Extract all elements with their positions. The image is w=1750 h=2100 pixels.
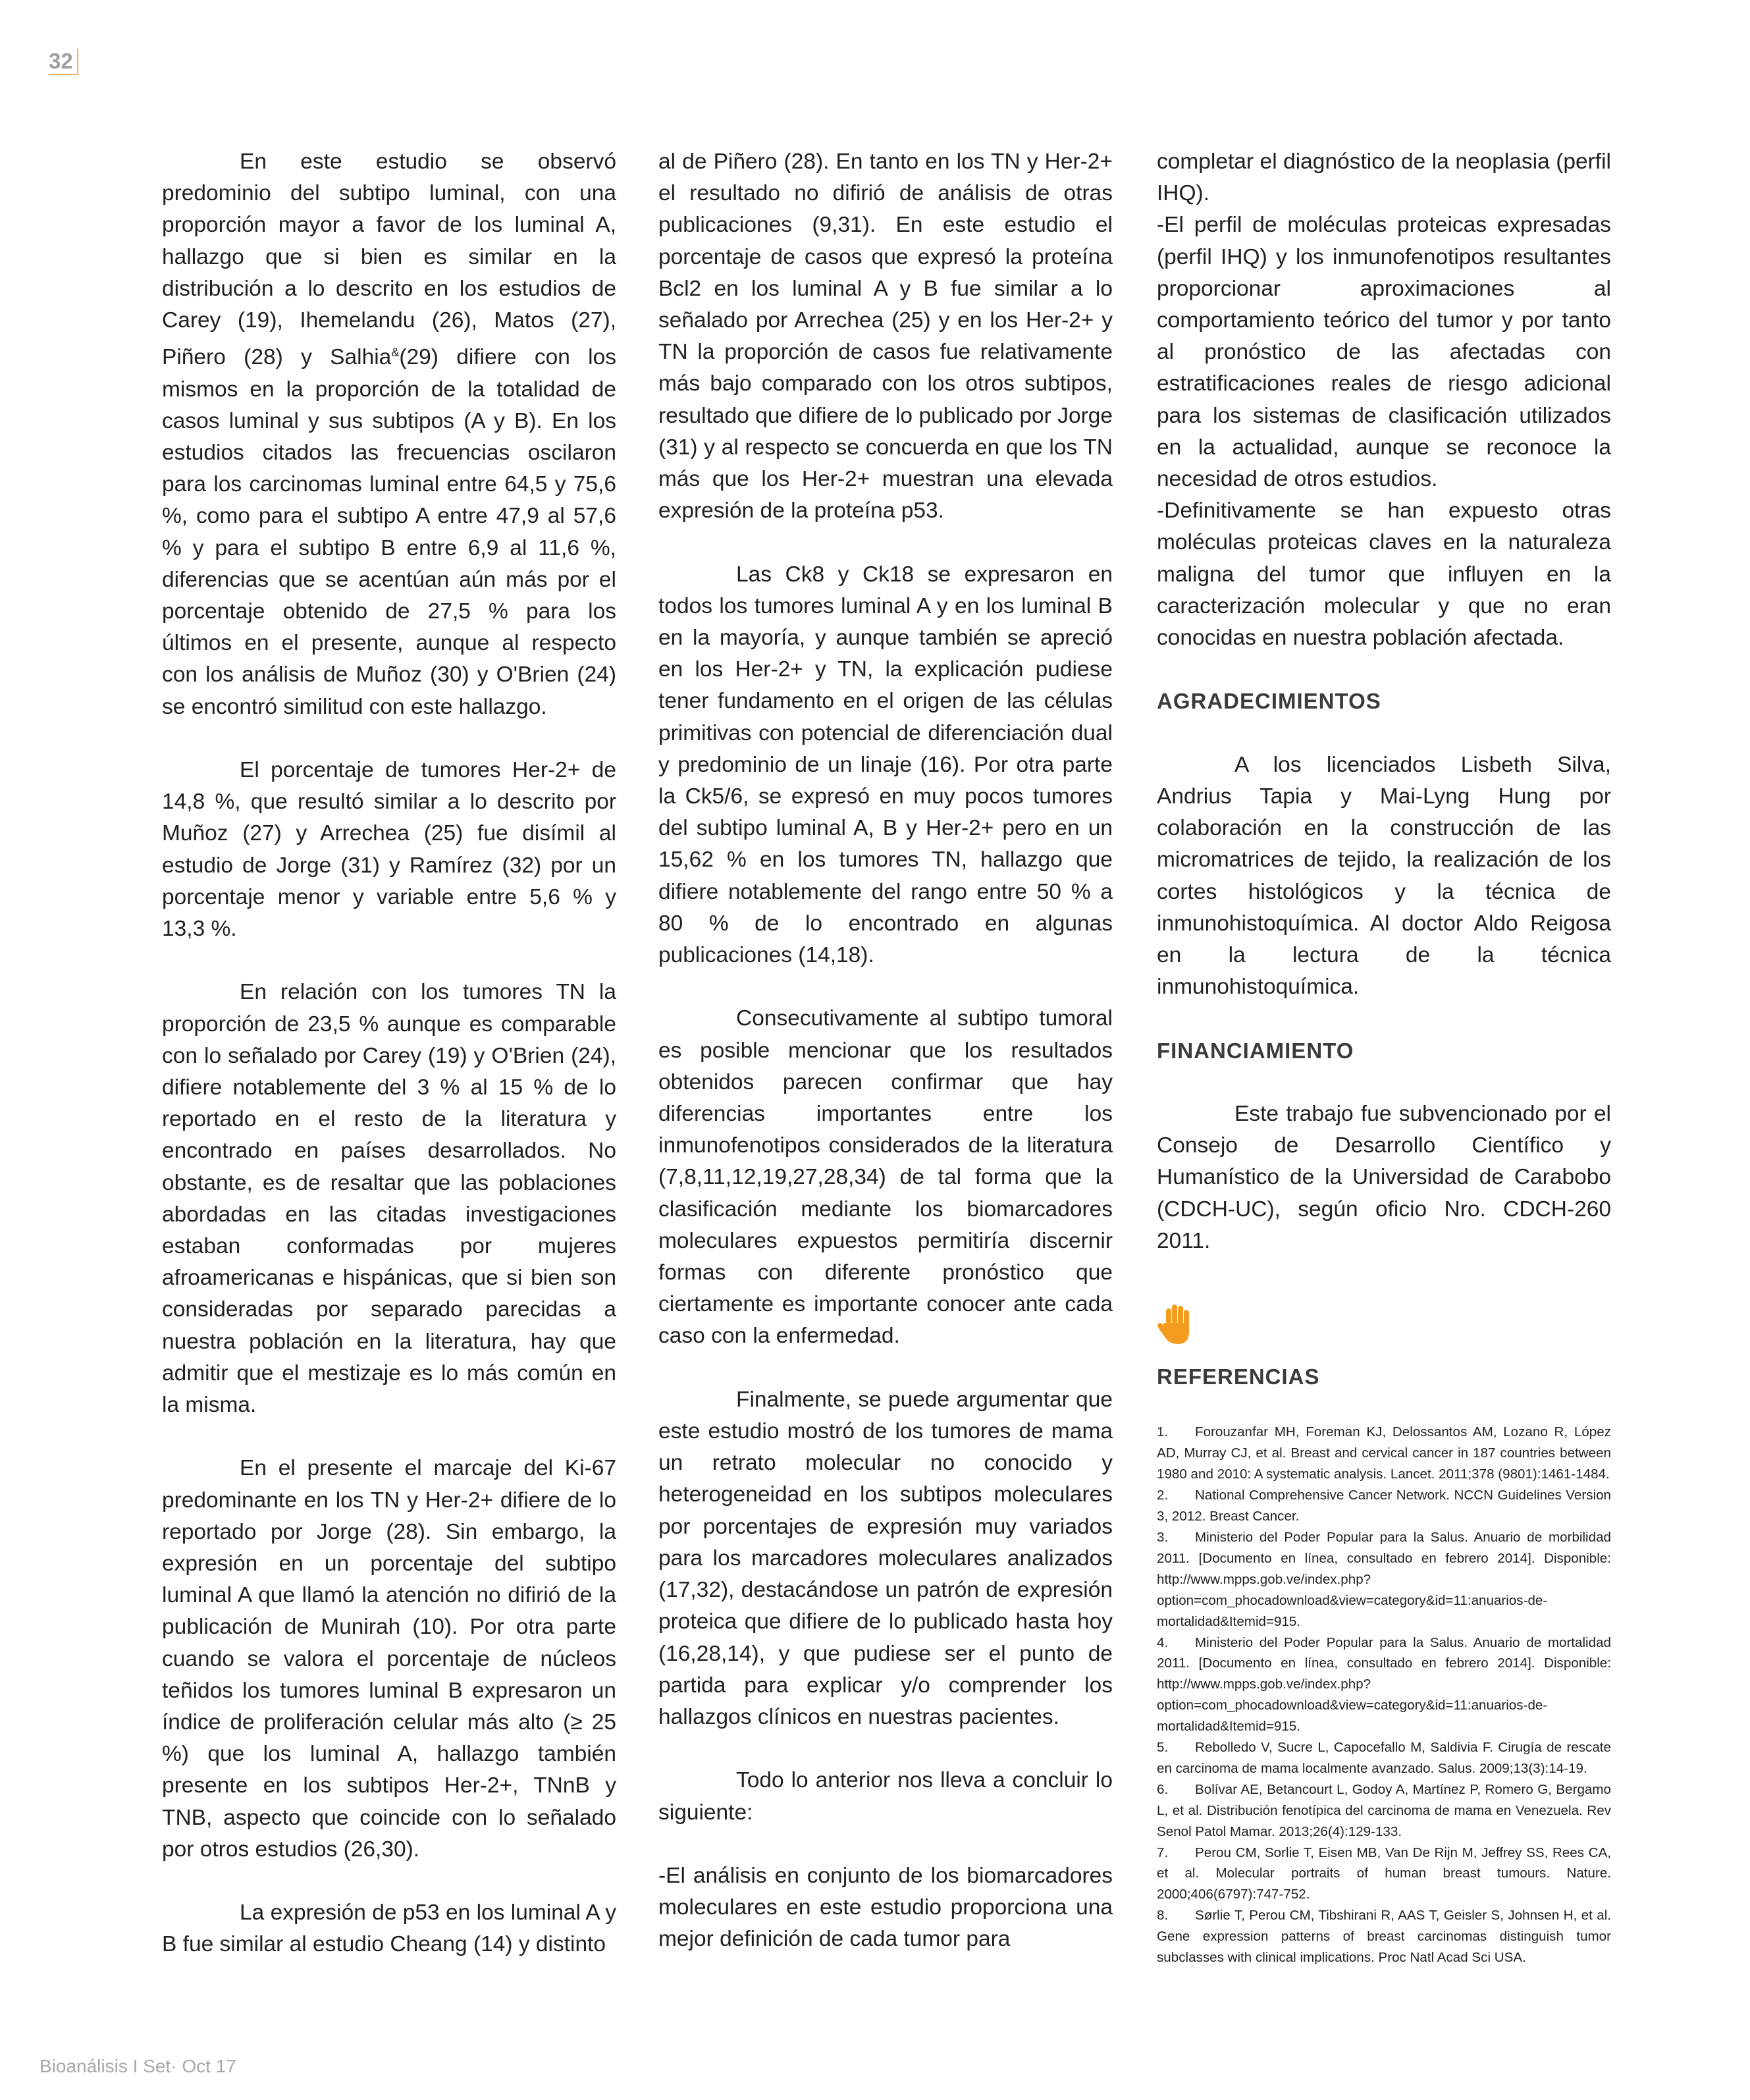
reference-text: Sørlie T, Perou CM, Tibshirani R, AAS T, Geisler S, Johnsen H, et al. Gene expression patterns of breast carcinomas distinguish tumor subclasses with clinical implications. Proc Natl Acad Sci USA. <box>1157 1908 1611 1966</box>
references-list <box>1157 1422 1611 1968</box>
paragraph: El porcentaje de tumores Her-2+ de 14,8 %, que resultó similar a lo descrito por Muñoz (27) y Arrechea (25) fue disímil al estudio de Jorge (31) y Ramírez (32) por un porcentaje menor y variable entre 5,6 % y 13,3 %. <box>162 758 616 942</box>
paragraph <box>162 146 616 723</box>
paragraph: A los licenciados Lisbeth Silva, Andrius Tapia y Mai-Lyng Hung por colaboración en la construcción de las micromatrices de tejido, la realización de los cortes histológicos y la técnica de inmunohistoquímica. Al doctor Aldo Reigosa en la lectura de la técnica inmunohistoquímica. <box>1157 752 1611 1000</box>
reference-number: 1. <box>1157 1424 1169 1440</box>
paragraph: -El perfil de moléculas proteicas expresadas (perfil IHQ) y los inmunofenotipos resultantes proporcionar aproximaciones al comportamiento teórico del tumor y por tanto al pronóstico de las afectadas con estratificaciones reales de riesgo adicional para los sistemas de clasificación utilizados en la actualidad, aunque se reconoce la necesidad de otros estudios. <box>1157 213 1611 492</box>
section-title-referencias: REFERENCIAS <box>1157 1364 1320 1389</box>
paragraph-text: En este estudio se observó predominio del subtipo luminal, con una proporción mayor a favor de los luminal A, hallazgo que si bien es similar en la distribución a lo descrito en los estudios de Carey (19), Ihemelandu (26), Matos (27), Piñero (28) y Salhia <box>162 149 616 370</box>
section-title-agradecimientos: AGRADECIMIENTOS <box>1157 689 1381 714</box>
reference-text: Perou CM, Sorlie T, Eisen MB, Van De Rijn M, Jeffrey SS, Rees CA, et al. Molecular portraits of human breast tumours. Nature. 2000;406(6797):747-752. <box>1157 1844 1611 1902</box>
reference-text: Bolívar AE, Betancourt L, Godoy A, Martínez P, Romero G, Bergamo L, et al. Distribución fenotípica del carcinoma de mama en Venezuela. Rev Senol Patol Mamar. 2013;26(4):129-133. <box>1157 1781 1611 1839</box>
reference-text: Ministerio del Poder Popular para la Salus. Anuario de morbilidad 2011. [Documento en línea, consultado en febrero 2014]. Disponible: http://www.mpps.gob.ve/index.php?option=com_phocadownload&view=category&id=11:anuarios-de-mortalidad&Itemid=915. <box>1157 1529 1611 1629</box>
page-number: 32 <box>49 49 78 75</box>
reference-item <box>1157 1905 1611 1968</box>
reference-number: 4. <box>1157 1634 1169 1650</box>
reference-number: 3. <box>1157 1529 1169 1545</box>
reference-item <box>1157 1737 1611 1779</box>
paragraph: completar el diagnóstico de la neoplasia (perfil IHQ). <box>1157 149 1611 206</box>
reference-text: Ministerio del Poder Popular para la Salus. Anuario de mortalidad 2011. [Documento en línea, consultado en febrero 2014]. Disponible: http://www.mpps.gob.ve/index.php?option=com_phocadownload&view=category&id=11:anuarios-de-mortalidad&Itemid=915. <box>1157 1634 1611 1735</box>
column-2 <box>658 146 1113 1956</box>
column-3 <box>1157 146 1611 1968</box>
paragraph: Las Ck8 y Ck18 se expresaron en todos los tumores luminal A y en los luminal B en la mayoría, y aunque también se apreció en los Her-2+ y TN, la explicación pudiese tener fundamento en el origen de las células primitivas con potencial de diferenciación dual y predominio de un linaje (16). Por otra parte la Ck5/6, se expresó en muy pocos tumores del subtipo luminal A, B y Her-2+ pero en un 15,62 % en los tumores TN, hallazgo que difiere notablemente del rango entre 50 % a 80 % de lo encontrado en algunas publicaciones (14,18). <box>658 562 1113 968</box>
reference-number: 7. <box>1157 1844 1169 1860</box>
paragraph: Consecutivamente al subtipo tumoral es posible mencionar que los resultados obtenidos parecen confirmar que hay diferencias importantes entre los inmunofenotipos considerados de la literatura (7,8,11,12,19,27,28,34) de tal forma que la clasificación mediante los biomarcadores moleculares expuestos permitiría discernir formas con diferente pronóstico que ciertamente es importante conocer ante cada caso con la enfermedad. <box>658 1006 1113 1349</box>
reference-item <box>1157 1527 1611 1632</box>
paragraph: al de Piñero (28). En tanto en los TN y Her-2+ el resultado no difirió de análisis de otras publicaciones (9,31). En este estudio el porcentaje de casos que expresó la proteína Bcl2 en los luminal A y B fue similar a lo señalado por Arrechea (25) y en los Her-2+ y TN la proporción de casos fue relativamente más bajo comparado con los otros subtipos, resultado que difiere de lo publicado por Jorge (31) y al respecto se concuerda en que los TN más que los Her-2+ muestran una elevada expresión de la proteína p53. <box>658 149 1113 524</box>
superscript: & <box>391 346 400 360</box>
reference-item <box>1157 1779 1611 1843</box>
paragraph: Todo lo anterior nos lleva a concluir lo siguiente: <box>658 1768 1113 1825</box>
reference-number: 6. <box>1157 1781 1169 1797</box>
footer: Bioanálisis I Set· Oct 17 <box>40 2056 236 2076</box>
paragraph: En el presente el marcaje del Ki-67 predominante en los TN y Her-2+ difiere de lo reportado por Jorge (28). Sin embargo, la expresión en un porcentaje del subtipo luminal A que llamó la atención no difirió de la publicación de Munirah (10). Por otra parte cuando se valora el porcentaje de núcleos teñidos los tumores luminal B expresaron un índice de proliferación celular más alto (≥ 25 %) que los luminal A, hallazgo también presente en los subtipos Her-2+, TNnB y TNB, aspecto que coincide con lo señalado por otros estudios (26,30). <box>162 1456 616 1862</box>
reference-number: 8. <box>1157 1908 1169 1924</box>
paragraph: -Definitivamente se han expuesto otras moléculas proteicas claves en la naturaleza maligna del tumor que influyen en la caracterización molecular y que no eran conocidas en nuestra población afectada. <box>1157 498 1611 651</box>
paragraph: Este trabajo fue subvencionado por el Consejo de Desarrollo Científico y Humanístico de la Universidad de Carabobo (CDCH-UC), según oficio Nro. CDCH-260 2011. <box>1157 1102 1611 1253</box>
reference-item <box>1157 1485 1611 1527</box>
paragraph: Finalmente, se puede argumentar que este estudio mostró de los tumores de mama un retrato molecular no conocido y heterogeneidad en los subtipos moleculares por porcentajes de expresión muy variados para los marcadores moleculares analizados (17,32), destacándose un patrón de expresión proteica que difiere de lo publicado hasta hoy (16,28,14), y que pudiese ser el punto de partida para explicar y/o comprender los hallazgos clínicos en nuestras pacientes. <box>658 1387 1113 1729</box>
reference-text: National Comprehensive Cancer Network. NCCN Guidelines Version 3, 2012. Breast Cancer. <box>1157 1488 1611 1524</box>
paragraph: -El análisis en conjunto de los biomarcadores moleculares en este estudio proporciona una mejor definición de cada tumor para <box>658 1863 1113 1952</box>
paragraph-text: (29) difiere con los mismos en la proporción de la totalidad de casos luminal y sus subtipos (A y B). En los estudios citados las frecuencias oscilaron para los carcinomas luminal entre 64,5 y 75,6 %, como para el subtipo A entre 47,9 al 57,6 % y para el subtipo B entre 6,9 al 11,6 %, diferencias que se acentúan aún más por el porcentaje obtenido de 27,5 % para los últimos en el presente, aunque al respecto con los análisis de Muñoz (30) y O'Brien (24) se encontró similitud con este hallazgo. <box>162 345 616 719</box>
reference-item <box>1157 1843 1611 1906</box>
reference-number: 2. <box>1157 1488 1169 1503</box>
paragraph: En relación con los tumores TN la proporción de 23,5 % aunque es comparable con lo señalado por Carey (19) y O'Brien (24), difiere notablemente del 3 % al 15 % de lo reportado en el resto de la literatura y encontrado en países desarrollados. No obstante, es de resaltar que las poblaciones abordadas en las citadas investigaciones estaban conformadas por mujeres afroamericanas e hispánicas, que si bien son consideradas por separado parecidas a nuestra población en la literatura, hay que admitir que el mestizaje es lo más común en la misma. <box>162 980 616 1418</box>
paragraph: La expresión de p53 en los luminal A y B fue similar al estudio Cheang (14) y distinto <box>162 1900 616 1957</box>
reference-text: Forouzanfar MH, Foreman KJ, Delossantos AM, Lozano R, López AD, Murray CJ, et al. Breast and cervical cancer in 187 countries between 1980 and 2010: A systematic analysis. Lancet. 2011;378 (9801):1461-1484. <box>1157 1424 1611 1482</box>
raised-hand-icon <box>1157 1303 1195 1344</box>
reference-number: 5. <box>1157 1740 1169 1756</box>
section-title-financiamiento: FINANCIAMIENTO <box>1157 1038 1354 1063</box>
reference-item <box>1157 1422 1611 1485</box>
column-1 <box>162 146 616 1961</box>
reference-item <box>1157 1632 1611 1738</box>
reference-text: Rebolledo V, Sucre L, Capocefallo M, Saldivia F. Cirugía de rescate en carcinoma de mama localmente avanzado. Salus. 2009;13(3):14-19. <box>1157 1740 1611 1776</box>
